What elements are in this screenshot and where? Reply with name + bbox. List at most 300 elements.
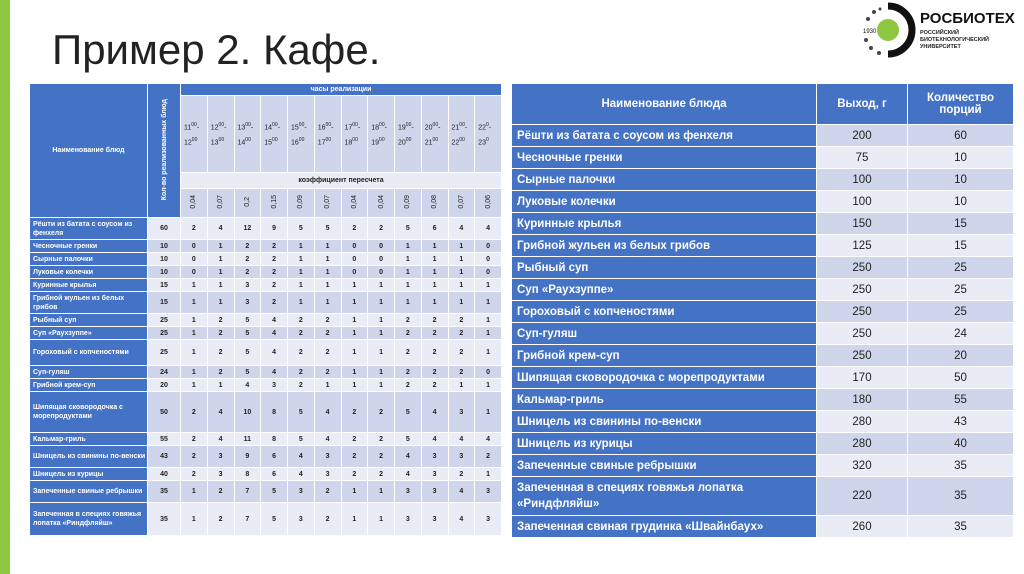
hour-value: 1 [449, 240, 475, 252]
hour-value: 1 [449, 253, 475, 265]
hour-slot: $11^{00}-$ $12^{00}$ [181, 96, 207, 172]
dish-name: Грибной жульен из белых грибов [30, 292, 147, 313]
hour-value: 1 [342, 292, 368, 313]
table-row [30, 240, 501, 252]
hour-value: 2 [449, 366, 475, 378]
dish-portions: 25 [908, 257, 1013, 278]
hour-value: 2 [315, 503, 341, 535]
hour-value: 2 [342, 218, 368, 239]
dish-name: Рыбный суп [30, 314, 147, 326]
hour-value: 6 [261, 468, 287, 480]
coef-value: 0,04 [342, 189, 368, 217]
hour-value: 1 [315, 253, 341, 265]
coef-value: 0,07 [315, 189, 341, 217]
col-header: Выход, г [817, 84, 907, 124]
hour-value: 1 [208, 253, 234, 265]
hour-value: 9 [261, 218, 287, 239]
dish-portions: 35 [908, 477, 1013, 515]
hour-value: 2 [315, 340, 341, 365]
table-row [30, 340, 501, 365]
hour-value: 2 [449, 340, 475, 365]
hour-value: 2 [449, 314, 475, 326]
hour-value: 4 [422, 433, 448, 445]
hour-value: 0 [475, 366, 501, 378]
dish-output: 75 [817, 147, 907, 168]
hour-value: 1 [181, 327, 207, 339]
hour-value: 3 [422, 446, 448, 467]
table-row [512, 323, 1013, 344]
hour-value: 2 [181, 392, 207, 432]
hour-value: 2 [261, 253, 287, 265]
hour-value: 1 [342, 327, 368, 339]
hour-value: 4 [449, 503, 475, 535]
hour-value: 1 [288, 279, 314, 291]
dish-name: Шипящая сковородочка с морепродуктами [512, 367, 816, 388]
hour-value: 4 [261, 314, 287, 326]
hour-value: 4 [208, 433, 234, 445]
dish-count: 15 [148, 279, 180, 291]
dish-name: Куринные крылья [30, 279, 147, 291]
hour-value: 4 [315, 433, 341, 445]
slide-title: Пример 2. Кафе. [52, 26, 381, 73]
hour-value: 1 [288, 266, 314, 278]
dish-count: 40 [148, 468, 180, 480]
hour-value: 5 [235, 340, 261, 365]
hour-value: 1 [368, 327, 394, 339]
hour-value: 2 [208, 340, 234, 365]
hour-value: 1 [422, 292, 448, 313]
hour-value: 2 [422, 314, 448, 326]
hour-value: 1 [181, 340, 207, 365]
hour-value: 2 [395, 366, 421, 378]
hour-value: 2 [422, 379, 448, 391]
col-header: Количество порций [908, 84, 1013, 124]
dish-count: 35 [148, 503, 180, 535]
dish-count: 35 [148, 481, 180, 502]
table-row [512, 147, 1013, 168]
dish-count: 55 [148, 433, 180, 445]
hour-slot: $13^{00}-$ $14^{00}$ [235, 96, 261, 172]
dish-name: Суп «Раухзуппе» [512, 279, 816, 300]
dish-count: 10 [148, 253, 180, 265]
dish-output: 100 [817, 169, 907, 190]
hour-value: 0 [181, 253, 207, 265]
hour-slot: $19^{00}-$ $20^{00}$ [395, 96, 421, 172]
dish-name: Грибной крем-суп [30, 379, 147, 391]
hour-value: 1 [288, 240, 314, 252]
dish-name: Чесночные гренки [512, 147, 816, 168]
hour-value: 1 [422, 240, 448, 252]
hour-value: 0 [475, 253, 501, 265]
table-row [512, 125, 1013, 146]
table-row [30, 503, 501, 535]
hour-value: 5 [395, 433, 421, 445]
hour-value: 4 [288, 468, 314, 480]
hour-value: 1 [181, 279, 207, 291]
dish-name: Сырные палочки [512, 169, 816, 190]
hour-value: 1 [475, 392, 501, 432]
hour-value: 3 [288, 503, 314, 535]
hour-value: 4 [288, 446, 314, 467]
table-row [512, 477, 1013, 515]
hour-value: 1 [288, 253, 314, 265]
dish-name: Грибной жульен из белых грибов [512, 235, 816, 256]
dish-name: Луковые колечки [30, 266, 147, 278]
hour-value: 8 [261, 433, 287, 445]
hour-value: 2 [208, 366, 234, 378]
dish-portions: 10 [908, 147, 1013, 168]
coef-value: 0,04 [368, 189, 394, 217]
hour-value: 1 [342, 279, 368, 291]
hour-value: 1 [368, 340, 394, 365]
dishes-table [511, 83, 1014, 538]
hour-value: 5 [235, 366, 261, 378]
hour-value: 1 [368, 379, 394, 391]
hour-value: 1 [315, 379, 341, 391]
table-row [30, 218, 501, 239]
dish-count: 10 [148, 240, 180, 252]
dish-count: 24 [148, 366, 180, 378]
hour-value: 1 [342, 314, 368, 326]
hour-value: 1 [475, 279, 501, 291]
hour-value: 2 [261, 279, 287, 291]
hour-value: 2 [368, 392, 394, 432]
logo: 1930 РОСБИОТЕХ РОССИЙСКИЙ БИОТЕХНОЛОГИЧЕСКИЙ УНИВЕРСИТЕТ [860, 2, 1024, 62]
hour-slot: $18^{00}-$ $19^{00}$ [368, 96, 394, 172]
dish-portions: 24 [908, 323, 1013, 344]
table-row [30, 327, 501, 339]
hour-value: 1 [368, 366, 394, 378]
table-row [30, 366, 501, 378]
hour-value: 2 [181, 446, 207, 467]
hour-value: 5 [288, 433, 314, 445]
hour-value: 3 [261, 379, 287, 391]
hour-value: 5 [235, 314, 261, 326]
hour-slot: $14^{00}-$ $15^{00}$ [261, 96, 287, 172]
hour-value: 1 [368, 481, 394, 502]
hour-slot: $22^0-$ $23^0$ [475, 96, 501, 172]
hour-value: 1 [449, 379, 475, 391]
hour-value: 0 [342, 240, 368, 252]
table-row [30, 481, 501, 502]
hour-value: 2 [315, 314, 341, 326]
dish-portions: 35 [908, 455, 1013, 476]
hour-value: 0 [368, 240, 394, 252]
hour-value: 2 [342, 433, 368, 445]
hour-value: 2 [368, 433, 394, 445]
hour-value: 3 [288, 481, 314, 502]
hour-value: 2 [235, 240, 261, 252]
hour-value: 0 [181, 240, 207, 252]
hour-value: 1 [208, 292, 234, 313]
table-row [512, 279, 1013, 300]
hour-value: 4 [422, 392, 448, 432]
hour-value: 1 [475, 340, 501, 365]
table-row [512, 235, 1013, 256]
hour-value: 1 [449, 292, 475, 313]
hour-value: 1 [475, 379, 501, 391]
hour-value: 1 [288, 292, 314, 313]
dish-output: 250 [817, 279, 907, 300]
hour-value: 2 [288, 379, 314, 391]
dish-output: 280 [817, 433, 907, 454]
dish-output: 100 [817, 191, 907, 212]
table-row [512, 169, 1013, 190]
hour-value: 5 [315, 218, 341, 239]
hour-value: 2 [208, 481, 234, 502]
dish-name: Рыбный суп [512, 257, 816, 278]
hour-value: 3 [395, 503, 421, 535]
hour-value: 4 [395, 446, 421, 467]
dish-portions: 20 [908, 345, 1013, 366]
hour-value: 1 [395, 266, 421, 278]
dish-name: Шницель из курицы [30, 468, 147, 480]
table-row [30, 279, 501, 291]
coef-value: 0,07 [449, 189, 475, 217]
hour-value: 3 [475, 481, 501, 502]
dish-count: 60 [148, 218, 180, 239]
logo-emblem-icon [860, 2, 916, 58]
hour-value: 3 [235, 279, 261, 291]
table-row [512, 433, 1013, 454]
hour-value: 4 [475, 433, 501, 445]
hour-value: 2 [395, 340, 421, 365]
table-row [30, 314, 501, 326]
hour-value: 12 [235, 218, 261, 239]
hour-value: 5 [288, 218, 314, 239]
hour-value: 4 [208, 392, 234, 432]
dish-output: 150 [817, 213, 907, 234]
hour-value: 4 [315, 392, 341, 432]
hour-value: 5 [235, 327, 261, 339]
hour-value: 2 [475, 446, 501, 467]
table-row [30, 468, 501, 480]
hour-value: 0 [181, 266, 207, 278]
dish-count: 43 [148, 446, 180, 467]
coef-value: 0,09 [395, 189, 421, 217]
hour-value: 2 [342, 468, 368, 480]
dish-name: Шницель из свинины по-венски [30, 446, 147, 467]
hour-value: 1 [181, 503, 207, 535]
dish-name: Гороховый с копченостями [30, 340, 147, 365]
hour-value: 1 [368, 314, 394, 326]
hour-value: 2 [315, 327, 341, 339]
hour-value: 1 [395, 292, 421, 313]
dish-name: Чесночные гренки [30, 240, 147, 252]
coef-header: коэффициент пересчета [181, 173, 501, 188]
hour-value: 2 [288, 327, 314, 339]
hour-value: 0 [368, 266, 394, 278]
table-row [512, 516, 1013, 537]
hour-value: 1 [208, 279, 234, 291]
hour-value: 3 [475, 503, 501, 535]
dish-output: 220 [817, 477, 907, 515]
dish-name: Рёшти из батата с соусом из фенхеля [30, 218, 147, 239]
hour-value: 2 [208, 327, 234, 339]
hour-value: 2 [288, 366, 314, 378]
hour-value: 7 [235, 481, 261, 502]
hour-value: 1 [449, 266, 475, 278]
dish-count: 25 [148, 340, 180, 365]
hour-value: 1 [368, 292, 394, 313]
dish-name: Запеченная в специях говяжья лопатка «Риндфляйш» [30, 503, 147, 535]
hours-header: часы реализации [181, 84, 501, 95]
hour-value: 2 [288, 340, 314, 365]
dish-count: 10 [148, 266, 180, 278]
hour-value: 4 [261, 340, 287, 365]
hour-value: 1 [181, 481, 207, 502]
hour-value: 1 [395, 253, 421, 265]
dish-output: 180 [817, 389, 907, 410]
hour-value: 1 [315, 279, 341, 291]
hour-value: 1 [475, 468, 501, 480]
dish-portions: 10 [908, 169, 1013, 190]
hour-value: 3 [422, 503, 448, 535]
coef-value: 0,07 [208, 189, 234, 217]
hour-value: 9 [235, 446, 261, 467]
hour-value: 4 [235, 379, 261, 391]
hour-value: 1 [181, 292, 207, 313]
coef-value: 0,09 [288, 189, 314, 217]
hour-value: 3 [422, 481, 448, 502]
dish-name: Суп-гуляш [512, 323, 816, 344]
hour-value: 11 [235, 433, 261, 445]
hour-value: 2 [368, 218, 394, 239]
hour-value: 1 [449, 279, 475, 291]
hour-value: 2 [181, 433, 207, 445]
table-row [512, 213, 1013, 234]
hour-value: 2 [422, 340, 448, 365]
dish-name: Грибной крем-суп [512, 345, 816, 366]
dish-name: Рёшти из батата с соусом из фенхеля [512, 125, 816, 146]
table-row [30, 292, 501, 313]
hour-value: 5 [395, 392, 421, 432]
dish-portions: 35 [908, 516, 1013, 537]
hour-value: 1 [315, 266, 341, 278]
hour-value: 1 [342, 379, 368, 391]
hour-value: 2 [315, 366, 341, 378]
dish-output: 260 [817, 516, 907, 537]
hour-value: 1 [181, 379, 207, 391]
table-row [512, 411, 1013, 432]
hour-value: 1 [315, 292, 341, 313]
table-row [512, 257, 1013, 278]
dish-name: Запеченная в специях говяжья лопатка «Риндфляйш» [512, 477, 816, 515]
hour-value: 2 [422, 327, 448, 339]
dish-output: 250 [817, 323, 907, 344]
hour-value: 2 [261, 292, 287, 313]
dish-name: Гороховый с копченостями [512, 301, 816, 322]
hour-slot: $15^{00}-$ $16^{00}$ [288, 96, 314, 172]
dish-name: Кальмар-гриль [512, 389, 816, 410]
coef-value: 0,2 [235, 189, 261, 217]
dish-portions: 25 [908, 279, 1013, 300]
dish-portions: 40 [908, 433, 1013, 454]
hour-value: 5 [288, 392, 314, 432]
hour-value: 2 [422, 366, 448, 378]
hour-value: 8 [235, 468, 261, 480]
table-row [512, 191, 1013, 212]
hour-value: 0 [368, 253, 394, 265]
hour-slot: $17^{00}-$ $18^{00}$ [342, 96, 368, 172]
hour-value: 1 [395, 240, 421, 252]
hour-value: 3 [449, 392, 475, 432]
hour-value: 2 [342, 392, 368, 432]
hour-value: 1 [422, 279, 448, 291]
sales-by-hour-table [29, 83, 502, 536]
coef-value: 0,08 [422, 189, 448, 217]
dish-name: Сырные палочки [30, 253, 147, 265]
hour-value: 2 [235, 266, 261, 278]
dish-output: 320 [817, 455, 907, 476]
hour-value: 2 [288, 314, 314, 326]
hour-value: 1 [475, 292, 501, 313]
dish-portions: 10 [908, 191, 1013, 212]
dish-output: 170 [817, 367, 907, 388]
dish-name: Шницель из курицы [512, 433, 816, 454]
dish-count: 50 [148, 392, 180, 432]
svg-text:1930: 1930 [863, 29, 877, 35]
hour-value: 1 [315, 240, 341, 252]
hour-value: 4 [261, 327, 287, 339]
hour-value: 0 [342, 253, 368, 265]
hour-value: 1 [208, 266, 234, 278]
dish-name: Куринные крылья [512, 213, 816, 234]
table-row [30, 433, 501, 445]
dish-count: 20 [148, 379, 180, 391]
dish-name: Шипящая сковородочка с морепродуктами [30, 392, 147, 432]
dish-portions: 50 [908, 367, 1013, 388]
hour-slot: $16^{00}-$ $17^{00}$ [315, 96, 341, 172]
hour-value: 3 [315, 446, 341, 467]
hour-value: 1 [342, 481, 368, 502]
hour-value: 0 [475, 266, 501, 278]
table-row [512, 301, 1013, 322]
dish-output: 280 [817, 411, 907, 432]
hour-value: 2 [368, 468, 394, 480]
table-row [30, 266, 501, 278]
hour-value: 3 [395, 481, 421, 502]
accent-bar [0, 0, 10, 574]
dish-portions: 43 [908, 411, 1013, 432]
dish-portions: 60 [908, 125, 1013, 146]
hour-value: 2 [261, 240, 287, 252]
hour-value: 0 [342, 266, 368, 278]
hour-value: 5 [261, 503, 287, 535]
hour-value: 2 [181, 218, 207, 239]
hour-value: 2 [395, 314, 421, 326]
hour-value: 6 [261, 446, 287, 467]
hour-value: 5 [395, 218, 421, 239]
hour-value: 4 [449, 218, 475, 239]
hour-value: 2 [208, 503, 234, 535]
dish-count: 25 [148, 327, 180, 339]
hour-value: 3 [208, 446, 234, 467]
hour-value: 1 [342, 340, 368, 365]
hour-slot: $21^{00}-$ $22^{00}$ [449, 96, 475, 172]
dish-name: Кальмар-гриль [30, 433, 147, 445]
hour-value: 4 [449, 481, 475, 502]
dish-portions: 25 [908, 301, 1013, 322]
dish-name: Луковые колечки [512, 191, 816, 212]
hour-value: 2 [208, 314, 234, 326]
hour-value: 1 [368, 503, 394, 535]
hour-value: 3 [208, 468, 234, 480]
hour-value: 2 [315, 481, 341, 502]
hour-value: 2 [181, 468, 207, 480]
hour-value: 2 [261, 266, 287, 278]
hour-value: 1 [422, 253, 448, 265]
